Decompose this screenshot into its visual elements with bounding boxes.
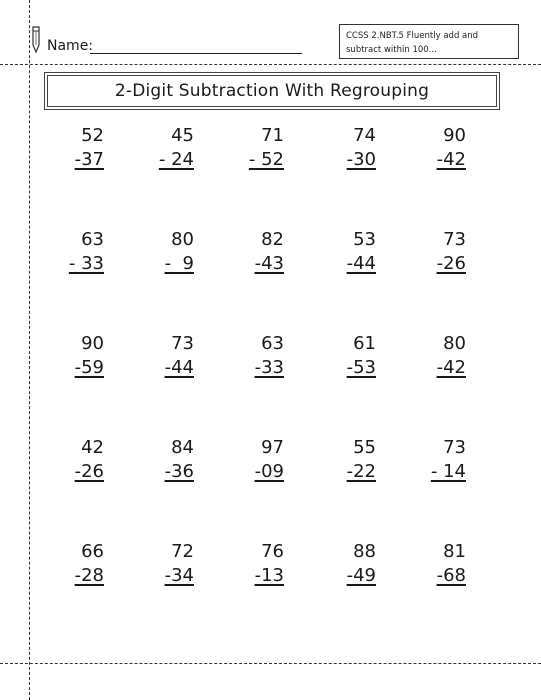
subtraction-problem xyxy=(228,436,294,484)
subtrahend: -68 xyxy=(436,565,466,586)
subtrahend: -49 xyxy=(346,565,376,586)
subtrahend: - 9 xyxy=(164,253,194,274)
subtrahend: - 24 xyxy=(158,149,194,170)
minuend: 63 xyxy=(81,229,104,250)
subtraction-problem xyxy=(228,228,294,276)
subtrahend: -09 xyxy=(254,461,284,482)
subtrahend: -13 xyxy=(254,565,284,586)
minuend: 88 xyxy=(353,541,376,562)
subtrahend: -42 xyxy=(436,357,466,378)
subtraction-problem xyxy=(410,228,476,276)
pencil-icon xyxy=(30,26,44,54)
minuend: 73 xyxy=(443,229,466,250)
subtrahend: -43 xyxy=(254,253,284,274)
subtraction-problem xyxy=(320,332,386,380)
minuend: 90 xyxy=(81,333,104,354)
subtrahend: -53 xyxy=(346,357,376,378)
minuend: 42 xyxy=(81,437,104,458)
minuend: 90 xyxy=(443,125,466,146)
subtraction-problem xyxy=(48,228,114,276)
bottom-cut-line xyxy=(0,663,541,664)
subtrahend: - 33 xyxy=(68,253,104,274)
subtraction-problem xyxy=(138,228,204,276)
subtrahend: -34 xyxy=(164,565,194,586)
minuend: 74 xyxy=(353,125,376,146)
minuend: 97 xyxy=(261,437,284,458)
subtrahend: - 14 xyxy=(430,461,466,482)
worksheet-title: 2-Digit Subtraction With Regrouping xyxy=(47,75,497,107)
subtrahend: -42 xyxy=(436,149,466,170)
standard-box: CCSS 2.NBT.5 Fluently add and subtract within 100... xyxy=(339,24,519,59)
subtraction-problem xyxy=(410,124,476,172)
subtraction-problem xyxy=(228,124,294,172)
subtraction-problem xyxy=(320,228,386,276)
subtraction-problem xyxy=(228,540,294,588)
minuend: 80 xyxy=(171,229,194,250)
title-box xyxy=(44,72,500,110)
subtrahend: -37 xyxy=(74,149,104,170)
subtrahend: -59 xyxy=(74,357,104,378)
subtraction-problem xyxy=(48,436,114,484)
minuend: 76 xyxy=(261,541,284,562)
minuend: 82 xyxy=(261,229,284,250)
name-label: Name: xyxy=(47,38,94,54)
subtrahend: -33 xyxy=(254,357,284,378)
subtrahend: -44 xyxy=(346,253,376,274)
subtraction-problem xyxy=(138,436,204,484)
minuend: 53 xyxy=(353,229,376,250)
subtraction-problem xyxy=(138,540,204,588)
subtraction-problem xyxy=(320,124,386,172)
subtraction-problem xyxy=(320,436,386,484)
subtraction-problem xyxy=(138,332,204,380)
subtrahend: -44 xyxy=(164,357,194,378)
minuend: 66 xyxy=(81,541,104,562)
minuend: 61 xyxy=(353,333,376,354)
subtrahend: -22 xyxy=(346,461,376,482)
subtraction-problem xyxy=(410,436,476,484)
minuend: 84 xyxy=(171,437,194,458)
subtrahend: -28 xyxy=(74,565,104,586)
subtraction-problem xyxy=(410,540,476,588)
top-cut-line xyxy=(0,64,541,65)
subtraction-problem xyxy=(320,540,386,588)
minuend: 71 xyxy=(261,125,284,146)
minuend: 80 xyxy=(443,333,466,354)
name-field[interactable] xyxy=(90,53,302,54)
vertical-cut-line xyxy=(29,0,30,700)
subtrahend: -26 xyxy=(436,253,466,274)
subtrahend: -30 xyxy=(346,149,376,170)
subtrahend: -26 xyxy=(74,461,104,482)
subtraction-problem xyxy=(228,332,294,380)
subtraction-problem xyxy=(410,332,476,380)
minuend: 55 xyxy=(353,437,376,458)
minuend: 73 xyxy=(171,333,194,354)
subtrahend: - 52 xyxy=(248,149,284,170)
minuend: 72 xyxy=(171,541,194,562)
subtraction-problem xyxy=(48,124,114,172)
subtraction-problem xyxy=(48,540,114,588)
minuend: 52 xyxy=(81,125,104,146)
subtrahend: -36 xyxy=(164,461,194,482)
minuend: 73 xyxy=(443,437,466,458)
minuend: 45 xyxy=(171,125,194,146)
minuend: 81 xyxy=(443,541,466,562)
minuend: 63 xyxy=(261,333,284,354)
subtraction-problem xyxy=(48,332,114,380)
subtraction-problem xyxy=(138,124,204,172)
